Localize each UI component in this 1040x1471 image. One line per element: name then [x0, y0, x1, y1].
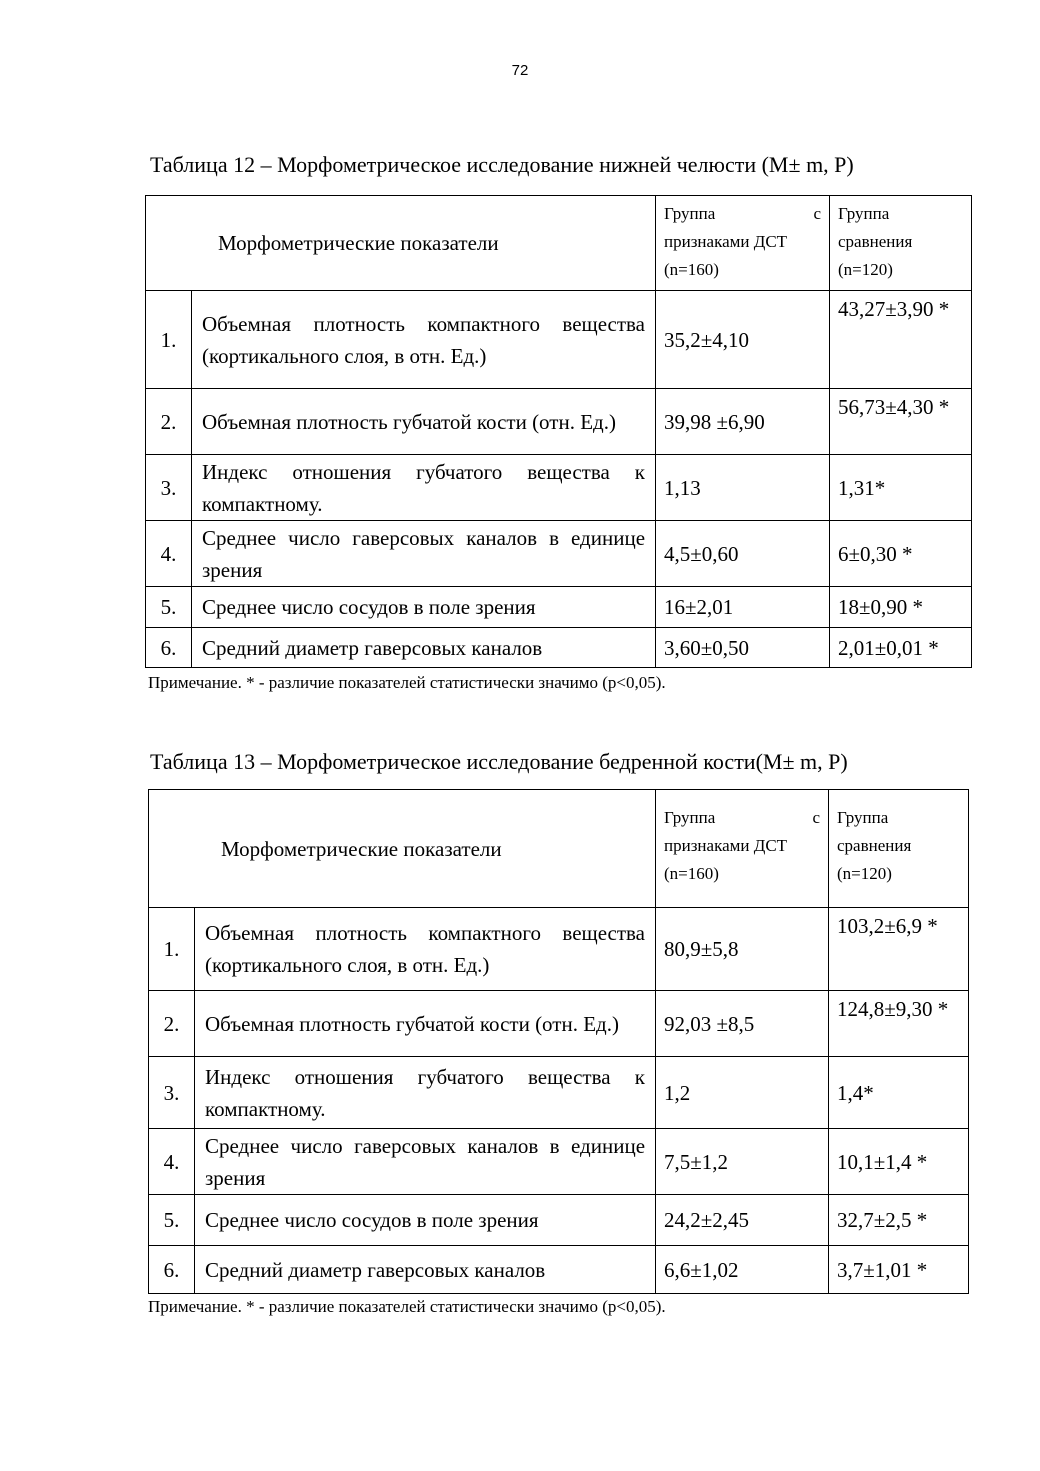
row-value-dst: 24,2±2,45	[656, 1195, 829, 1246]
row-indicator: Объемная плотность губчатой кости (отн. Ед.)	[195, 991, 656, 1057]
row-value-cmp: 43,27±3,90 *	[830, 291, 972, 389]
table-13-note: Примечание. * - различие показателей статистически значимо (p<0,05).	[148, 1297, 666, 1316]
row-indicator: Объемная плотность компактного вещества (кортикального слоя, в отн. Ед.)	[195, 908, 656, 991]
row-indicator: Средний диаметр гаверсовых каналов	[192, 628, 656, 668]
header-group-dst	[656, 790, 829, 908]
row-number: 1.	[146, 291, 192, 389]
table-header-row	[146, 196, 972, 291]
row-value-cmp: 56,73±4,30 *	[830, 389, 972, 455]
table-row	[149, 991, 969, 1057]
row-value-dst: 92,03 ±8,5	[656, 991, 829, 1057]
row-value-cmp: 10,1±1,4 *	[829, 1129, 969, 1195]
row-indicator: Среднее число гаверсовых каналов в единице зрения	[192, 521, 656, 587]
row-value-cmp: 1,31*	[830, 455, 972, 521]
header-group-dst-line2: признаками ДСТ	[664, 836, 788, 855]
row-number: 6.	[149, 1246, 195, 1294]
row-value-cmp: 124,8±9,30 *	[829, 991, 969, 1057]
row-value-cmp: 103,2±6,9 *	[829, 908, 969, 991]
header-group-cmp-line2: сравнения	[838, 232, 913, 251]
header-group-dst-line3: (n=160)	[664, 260, 719, 279]
header-indicators: Морфометрические показатели	[149, 790, 656, 908]
table-header-row	[149, 790, 969, 908]
row-value-dst: 16±2,01	[656, 587, 830, 628]
header-group-cmp-line1: Группа	[838, 204, 890, 223]
row-indicator: Средний диаметр гаверсовых каналов	[195, 1246, 656, 1294]
row-value-cmp: 2,01±0,01 *	[830, 628, 972, 668]
row-value-cmp: 18±0,90 *	[830, 587, 972, 628]
row-number: 3.	[146, 455, 192, 521]
header-group-dst	[656, 196, 830, 291]
row-number: 3.	[149, 1057, 195, 1129]
row-value-cmp: 32,7±2,5 *	[829, 1195, 969, 1246]
row-indicator: Объемная плотность губчатой кости (отн. Ед.)	[192, 389, 656, 455]
row-value-dst: 4,5±0,60	[656, 521, 830, 587]
row-number: 4.	[146, 521, 192, 587]
header-group-dst-line1: Группа с	[664, 204, 822, 223]
row-number: 5.	[146, 587, 192, 628]
row-value-dst: 80,9±5,8	[656, 908, 829, 991]
row-number: 4.	[149, 1129, 195, 1195]
table-12-note: Примечание. * - различие показателей статистически значимо (p<0,05).	[148, 673, 666, 692]
table-row	[146, 628, 972, 668]
row-number: 2.	[149, 991, 195, 1057]
table-row	[146, 521, 972, 587]
row-value-dst: 3,60±0,50	[656, 628, 830, 668]
header-group-dst-line2: признаками ДСТ	[664, 232, 788, 251]
table-12-caption: Таблица 12 – Морфометрическое исследование нижней челюсти (M± m, P)	[150, 152, 854, 177]
row-indicator: Объемная плотность компактного вещества (кортикального слоя, в отн. Ед.)	[192, 291, 656, 389]
row-indicator: Индекс отношения губчатого вещества к компактному.	[192, 455, 656, 521]
row-number: 6.	[146, 628, 192, 668]
row-indicator: Среднее число сосудов в поле зрения	[192, 587, 656, 628]
row-value-dst: 39,98 ±6,90	[656, 389, 830, 455]
table-row	[149, 908, 969, 991]
row-number: 5.	[149, 1195, 195, 1246]
row-indicator: Индекс отношения губчатого вещества к компактному.	[195, 1057, 656, 1129]
table-row	[149, 1057, 969, 1129]
header-group-dst-line3: (n=160)	[664, 864, 719, 883]
table-row	[146, 455, 972, 521]
table-row	[149, 1246, 969, 1294]
table-13	[148, 789, 969, 1294]
table-row	[149, 1129, 969, 1195]
table-row	[149, 1195, 969, 1246]
row-value-dst: 1,13	[656, 455, 830, 521]
table-row	[146, 291, 972, 389]
header-group-dst-line1: Группа с	[664, 808, 821, 827]
row-indicator: Среднее число гаверсовых каналов в единице зрения	[195, 1129, 656, 1195]
row-value-cmp: 3,7±1,01 *	[829, 1246, 969, 1294]
table-row	[146, 389, 972, 455]
header-group-cmp-line3: (n=120)	[837, 864, 892, 883]
page-number: 72	[511, 62, 529, 79]
table-13-caption: Таблица 13 – Морфометрическое исследование бедренной кости(M± m, P)	[150, 749, 848, 774]
row-value-dst: 1,2	[656, 1057, 829, 1129]
row-value-dst: 6,6±1,02	[656, 1246, 829, 1294]
row-number: 2.	[146, 389, 192, 455]
row-value-cmp: 6±0,30 *	[830, 521, 972, 587]
table-row	[146, 587, 972, 628]
header-group-cmp-line2: сравнения	[837, 836, 912, 855]
row-value-dst: 35,2±4,10	[656, 291, 830, 389]
header-group-cmp-line1: Группа	[837, 808, 889, 827]
header-group-cmp	[830, 196, 972, 291]
header-indicators: Морфометрические показатели	[146, 196, 656, 291]
table-12	[145, 195, 972, 668]
row-value-cmp: 1,4*	[829, 1057, 969, 1129]
row-number: 1.	[149, 908, 195, 991]
row-indicator: Среднее число сосудов в поле зрения	[195, 1195, 656, 1246]
header-group-cmp	[829, 790, 969, 908]
header-group-cmp-line3: (n=120)	[838, 260, 893, 279]
row-value-dst: 7,5±1,2	[656, 1129, 829, 1195]
